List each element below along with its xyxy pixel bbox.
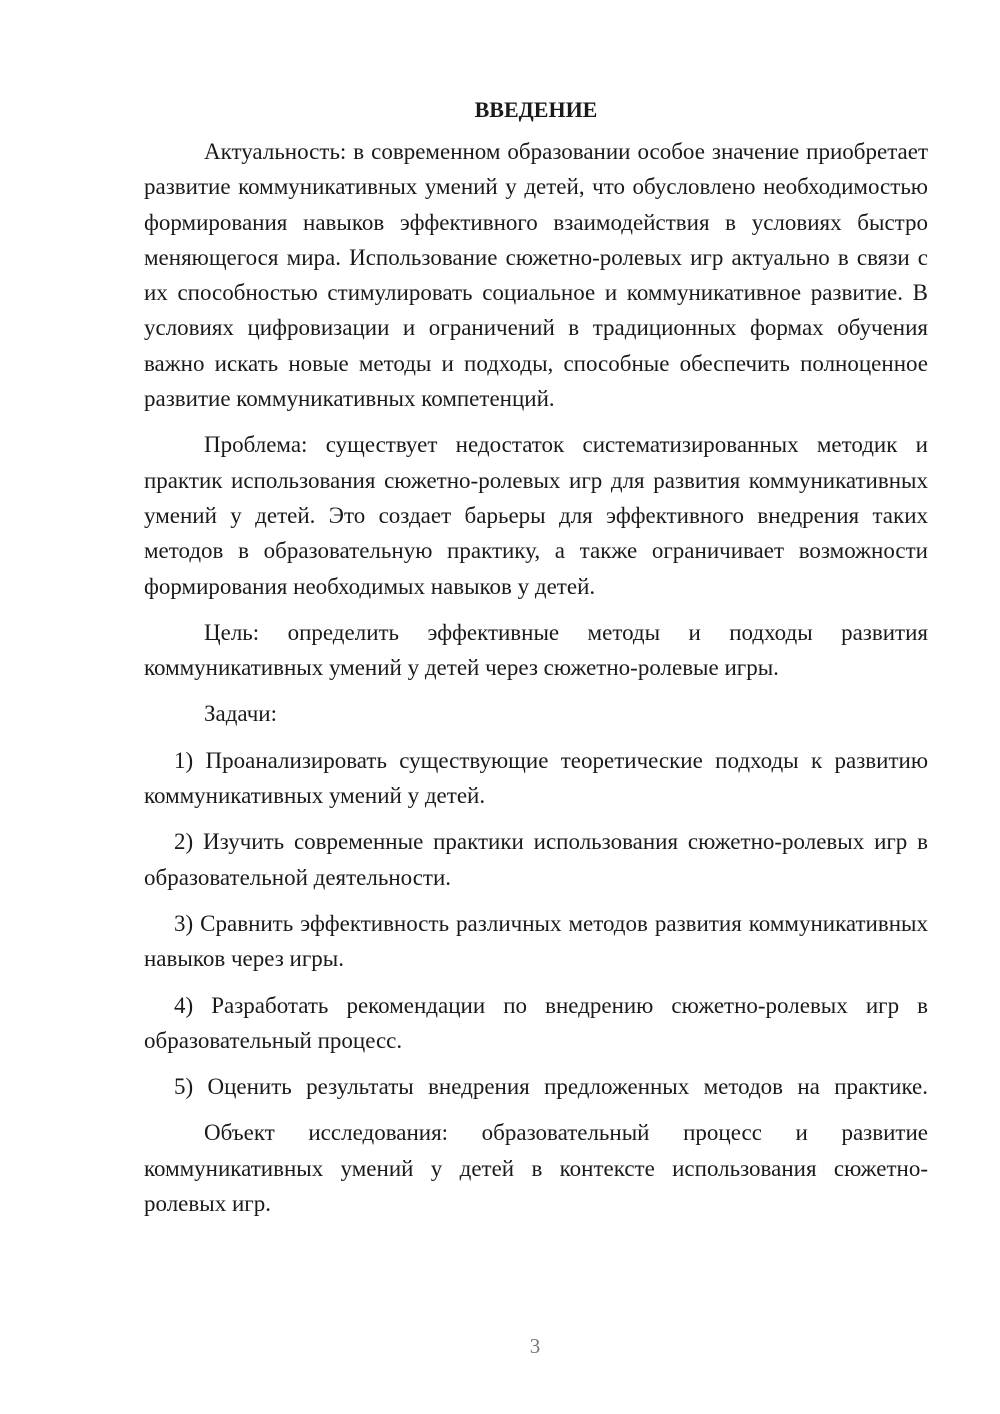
relevance-paragraph: Актуальность: в современном образовании особое значение приобретает развитие коммуникативных умений у детей, что обусловлено необходимостью формирования навыков эффективного взаимодействия в условиях быстро меняющегося мира. Использование сюжетно-ролевых игр актуально в связи с их способностью стимулировать социальное и коммуникативное развитие. В условиях цифровизации и ограничений в традиционных формах обучения важно искать новые методы и подходы, способные обеспечить полноценное развитие коммуникативных компетенций. bbox=[144, 139, 928, 412]
problem-paragraph: Проблема: существует недостаток систематизированных методик и практик использования сюжетно-ролевых игр для развития коммуникативных умений у детей. Это создает барьеры для эффективного внедрения таких методов в образовательную практику, а также ограничивает возможности формирования необходимых навыков у детей. bbox=[144, 432, 928, 599]
task-item-5: 5) Оценить результаты внедрения предложенных методов на практике. bbox=[174, 1074, 928, 1100]
goal-paragraph: Цель: определить эффективные методы и подходы развития коммуникативных умений у детей через сюжетно-ролевые игры. bbox=[144, 619, 928, 681]
object-paragraph: Объект исследования: образовательный процесс и развитие коммуникативных умений у детей в контексте использования сюжетно-ролевых игр. bbox=[144, 1120, 928, 1217]
page-number: 3 bbox=[529, 1334, 541, 1358]
page-title: ВВЕДЕНИЕ bbox=[474, 97, 598, 122]
task-item-3: 3) Сравнить эффективность различных методов развития коммуникативных навыков через игры. bbox=[144, 910, 928, 972]
task-item-2: 2) Изучить современные практики использования сюжетно-ролевых игр в образовательной деятельности. bbox=[144, 829, 928, 890]
document-page bbox=[144, 96, 928, 1232]
task-item-4: 4) Разработать рекомендации по внедрению сюжетно-ролевых игр в образовательный процесс. bbox=[144, 992, 928, 1053]
tasks-heading: Задачи: bbox=[204, 701, 277, 727]
task-item-1: 1) Проанализировать существующие теоретические подходы к развитию коммуникативных умений у детей. bbox=[144, 747, 928, 809]
